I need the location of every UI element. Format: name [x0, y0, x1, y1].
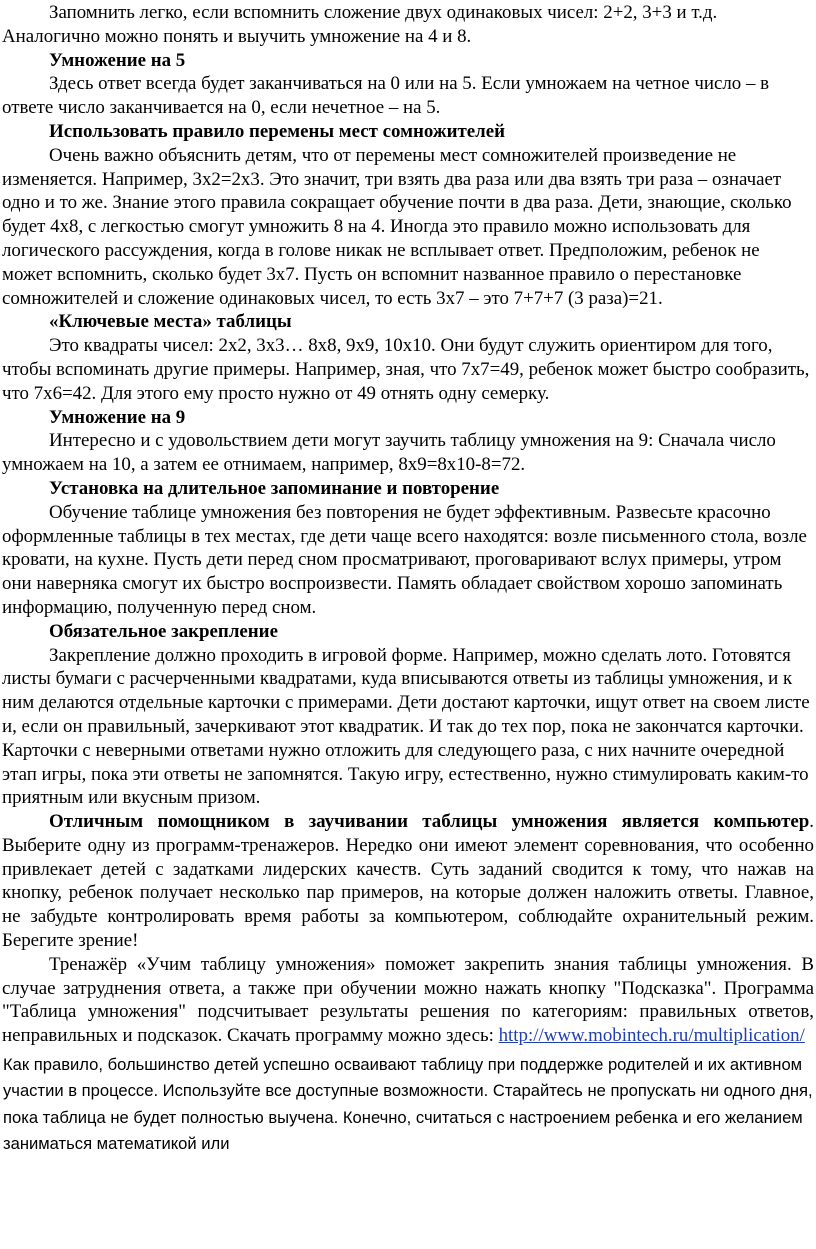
heading-key-places: «Ключевые места» таблицы: [49, 311, 292, 333]
heading-multiply-by-5: Умножение на 5: [49, 49, 186, 71]
heading-long-term-memory: Установка на длительное запоминание и повторение: [49, 477, 500, 499]
heading-reinforcement: Обязательное закрепление: [49, 620, 278, 642]
trainer-text: Тренажёр «Учим таблицу умножения» поможет закрепить знания таблицы умножения. В случае затруднения ответа, а также при обучении можно нажать кнопку "Подсказка". Программа "Таблица умножения" подсчитывает результаты решения по категориям: правильных ответов, неправильных и подсказок. Скачать программу можно здесь:: [2, 953, 814, 1047]
paragraph-commutative-rule: Очень важно объяснить детям, что от перемены мест сомножителей произведение не изменяется. Например, 3х2=2х3. Это значит, три взять два раза или два взять три раза – означает одно и то же. Знание этого правила сокращает обучение почти в два раза. Дети, знающие, сколько будет 4х8, с легкостью смогут умножить 8 на 4. Иногда это правило можно использовать для логического рассуждения, когда в голове никак не всплывает ответ. Предположим, ребенок не может вспомнить, сколько будет 3х7. Пусть он вспомнит названное правило о перестановке сомножителей и сложение одинаковых чисел, то есть 3х7 – это 7+7+7 (3 раза)=21.: [2, 144, 792, 309]
closing-paragraph: Как правило, большинство детей успешно осваивают таблицу при поддержке родителей и их активном участии в процессе. Используйте все доступные возможности. Старайтесь не пропускать ни одного дня, пока таблица не будет полностью выучена. Конечно, считаться с настроением ребенка и его желанием заниматься математикой или: [3, 1055, 813, 1153]
paragraph-computer-helper: [2, 810, 814, 953]
paragraph-long-term-memory: Обучение таблице умножения без повторения не будет эффективным. Развесьте красочно оформленные таблицы в тех местах, где дети чаще всего находятся: возле письменного стола, возле кровати, на кухне. Пусть дети перед сном просматривают, проговаривают вслух примеры, утром они наверняка смогут их быстро воспроизвести. Память обладает свойством хорошо запоминать информацию, полученную перед сном.: [2, 501, 807, 618]
download-link[interactable]: http://www.mobintech.ru/multiplication/: [498, 1025, 805, 1047]
paragraph-reinforcement: Закрепление должно проходить в игровой форме. Например, можно сделать лото. Готовятся листы бумаги с расчерченными квадратами, куда вписываются ответы из таблицы умножения, и к ним делаются отдельные карточки с примерами. Дети достают карточки, ищут ответ на своем листе и, если он правильный, зачеркивают этот квадратик. И так до тех пор, пока не закончатся карточки. Карточки с неверными ответами нужно отложить для следующего раза, с них начните очередной этап игры, пока эти ответы не запомнятся. Такую игру, естественно, нужно стимулировать каким-то приятным или вкусным призом.: [2, 644, 810, 809]
paragraph-trainer: [2, 953, 814, 1048]
paragraph-multiply-by-5: Здесь ответ всегда будет заканчиваться на 0 или на 5. Если умножаем на четное число – в ответе число заканчивается на 0, если нечетное – на 5.: [2, 73, 770, 119]
computer-helper-lead: Отличным помощником в заучивании таблицы умножения является компьютер: [49, 811, 810, 833]
computer-helper-text: . Выберите одну из программ-тренажеров. Нередко они имеют элемент соревнования, что особенно привлекает детей с задатками лидерских качеств. Суть заданий сводится к тому, что нажав на кнопку, ребенок получает несколько пар примеров, на которые должен наложить ответы. Главное, не забудьте контролировать время работы за компьютером, соблюдайте охранительный режим. Берегите зрение!: [2, 811, 814, 952]
paragraph-multiply-by-9: Интересно и с удовольствием дети могут заучить таблицу умножения на 9: Сначала число умножаем на 10, а затем ее отнимаем, например, 8х9=8х10-8=72.: [2, 430, 776, 476]
heading-multiply-by-9: Умножение на 9: [49, 406, 186, 428]
paragraph-key-places: Это квадраты чисел: 2х2, 3х3… 8х8, 9х9, 10х10. Они будут служить ориентиром для того, чтобы вспоминать другие примеры. Например, зная, что 7х7=49, ребенок может быстро сообразить, что 7х6=42. Для этого ему просто нужно от 49 отнять одну семерку.: [2, 335, 810, 404]
heading-commutative-rule: Использовать правило перемены мест сомножителей: [49, 120, 505, 142]
intro-paragraph: Запомнить легко, если вспомнить сложение двух одинаковых чисел: 2+2, 3+3 и т.д. Аналогично можно понять и выучить умножение на 4 и 8.: [2, 2, 718, 47]
